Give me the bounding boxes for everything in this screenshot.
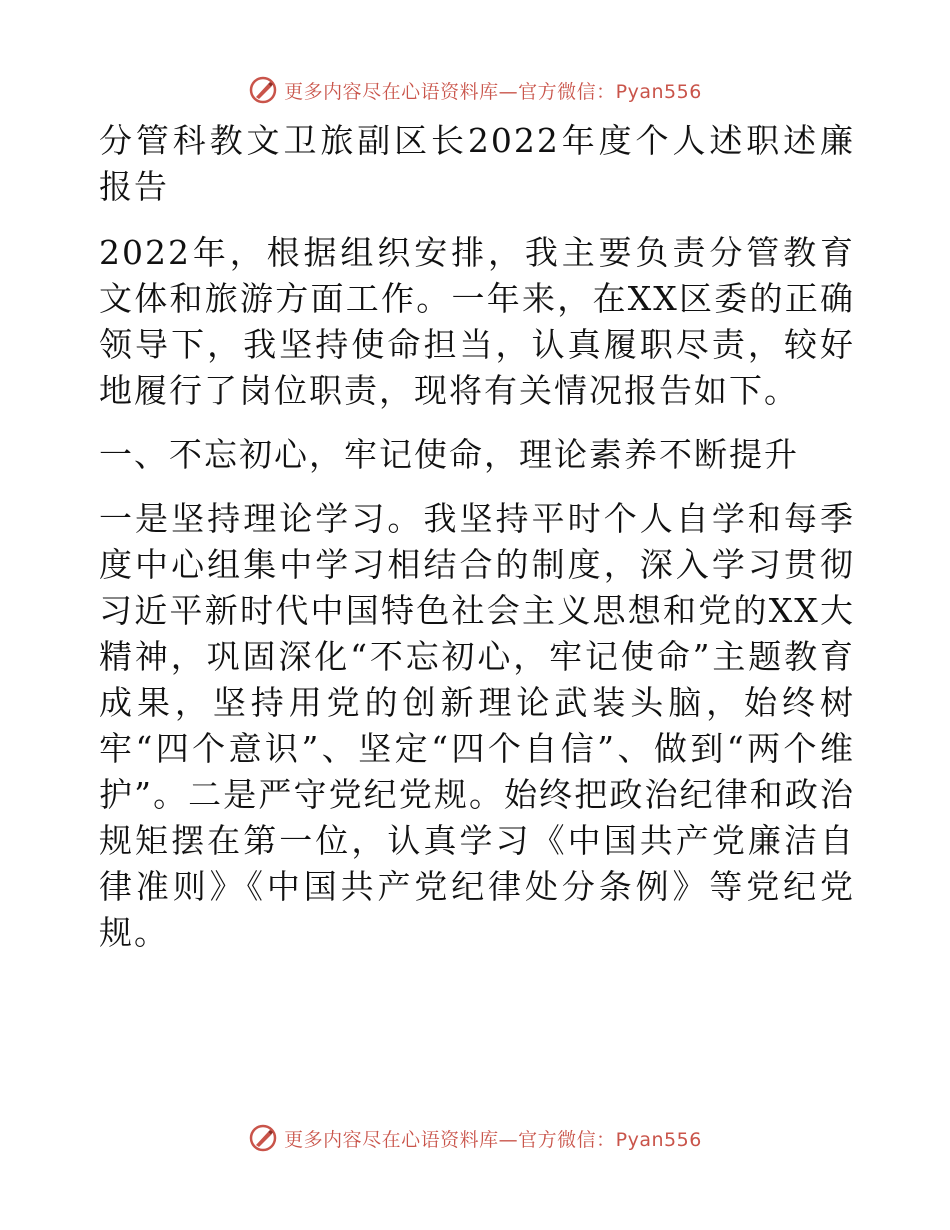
pen-circle-icon	[248, 1123, 278, 1153]
footer-watermark	[0, 1120, 950, 1156]
section-1-paragraph: 一是坚持理论学习。我坚持平时个人自学和每季度中心组集中学习相结合的制度，深入学习贯彻习近平新时代中国特色社会主义思想和党的XX大精神，巩固深化“不忘初心，牢记使命”主题教育成果，坚持用党的创新理论武装头脑，始终树牢“四个意识”、坚定“四个自信”、做到“两个维护”。二是严守党纪党规。始终把政治纪律和政治规矩摆在第一位，认真学习《中国共产党廉洁自律准则》《中国共产党纪律处分条例》等党纪党规。	[99, 499, 855, 952]
header-watermark	[0, 72, 950, 108]
pen-circle-icon	[248, 75, 278, 105]
document-body	[99, 118, 855, 956]
watermark-text: 更多内容尽在心语资料库—官方微信：Pyan556	[284, 80, 702, 103]
section-heading-1: 一、不忘初心，牢记使命，理论素养不断提升	[99, 435, 799, 474]
document-title: 分管科教文卫旅副区长2022年度个人述职述廉报告	[99, 121, 855, 206]
watermark-text: 更多内容尽在心语资料库—官方微信：Pyan556	[284, 1128, 702, 1151]
intro-paragraph: 2022年，根据组织安排，我主要负责分管教育文体和旅游方面工作。一年来，在XX区委的正确领导下，我坚持使命担当，认真履职尽责，较好地履行了岗位职责，现将有关情况报告如下。	[99, 233, 855, 410]
